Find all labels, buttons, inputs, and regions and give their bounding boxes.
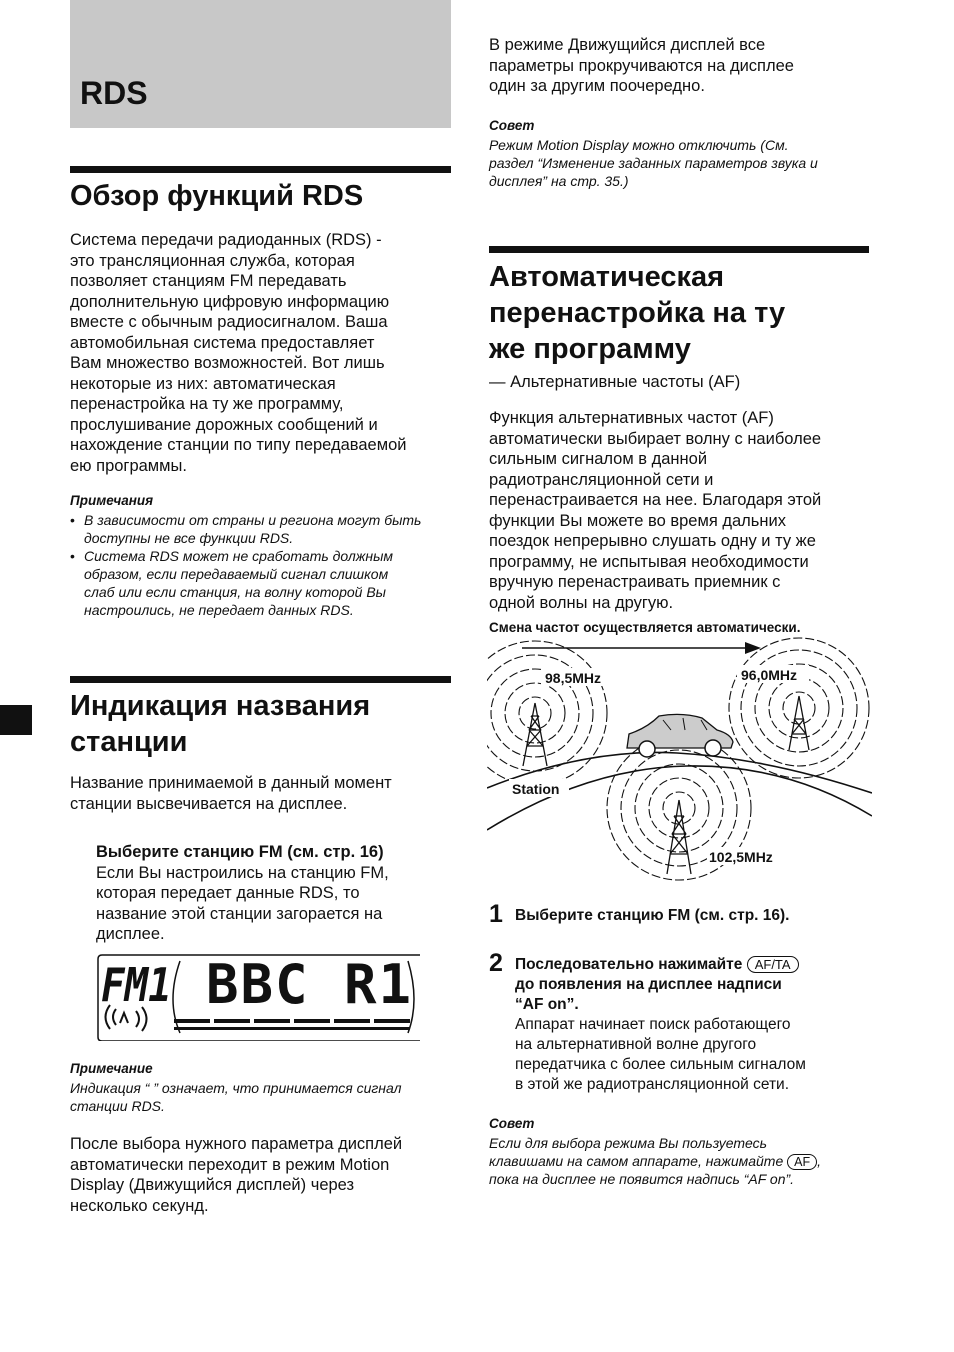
overview-heading: Обзор функций RDS: [70, 180, 364, 212]
overview-body: Система передачи радиоданных (RDS) - это трансляционная служба, которая позволяет станциям FM передавать дополнительную цифровую информацию вместе с обычным радиосигналом. Ваша автомобильная система предоставляет Вам множество возможностей. Вот лишь некоторые из них: автоматическая перенастройка на ту же программу, прослушивание дорожных сообщений и нахождение станции по типу передаваемой ею программы.: [70, 231, 407, 475]
note-item: • Система RDS может не сработать должным образом, если передаваемый сигнал слишком слаб или если станция, на волну которой Вы настроились, не передает данных RDS.: [70, 547, 455, 619]
station-label: Station: [512, 781, 560, 797]
page-edge-tab: [0, 705, 32, 735]
freq-label: 102,5MHz: [709, 849, 773, 865]
step-2-text: Последовательно нажимайте AF/TA до появления на дисплее надписи “AF on”. Аппарат начинает поиск работающего на альтернативной волне другого передатчика с более сильным сигналом в этой же радиотрансляционной сети.: [515, 956, 806, 1093]
note-heading: Примечание: [70, 1061, 153, 1076]
section-rule: [489, 246, 869, 253]
station-name-heading: Индикация названия станции: [70, 690, 371, 758]
lcd-station-text: BBC R1: [206, 953, 414, 1016]
af-heading: Автоматическая перенастройка на ту же программу: [489, 261, 786, 365]
station-name-intro: Название принимаемой в данный момент станции высвечивается на дисплее.: [70, 774, 392, 813]
tip-heading: Совет: [489, 1116, 535, 1131]
tip-text: Режим Motion Display можно отключить (См. раздел “Изменение заданных параметров звука и дисплея” на стр. 35.): [489, 137, 818, 189]
lcd-display-illustration: [96, 953, 420, 1041]
note-item: • В зависимости от страны и региона могут быть доступны не все функции RDS.: [70, 511, 455, 547]
af-subtitle: — Альтернативные частоты (AF): [489, 373, 741, 391]
section-title: RDS: [80, 75, 148, 111]
lcd-level-meter: [174, 1019, 410, 1030]
tip-text: Если для выбора режима Вы пользуетесь клавишами на самом аппарате, нажимайте AF , пока на дисплее не появится надпись “AF on”.: [489, 1135, 822, 1187]
tip-heading: Совет: [489, 118, 535, 133]
step-number: 1: [489, 900, 503, 928]
freq-label: 96,0MHz: [741, 667, 798, 683]
diagram-caption: Смена частот осуществляется автоматически.: [489, 620, 801, 635]
af-key: AF: [787, 1154, 817, 1170]
af-diagram: [487, 618, 872, 883]
section-rule: [70, 166, 451, 173]
note-text: Индикация “ ” означает, что принимается сигнал станции RDS.: [70, 1080, 402, 1114]
step-number: 2: [489, 949, 503, 977]
lcd-band-text: FM1: [101, 958, 172, 1013]
notes-heading: Примечания: [70, 493, 154, 508]
motion-display-body: В режиме Движущийся дисплей все параметры прокручиваются на дисплее один за другим поочередно.: [489, 36, 794, 95]
af-ta-key: AF/TA: [747, 956, 799, 973]
freq-label: 98,5MHz: [545, 670, 602, 686]
station-step: Выберите станцию FM (см. стр. 16) Если Вы настроились на станцию FM, которая передает данные RDS, то название этой станции загорается на дисплее.: [96, 842, 456, 945]
af-body: Функция альтернативных частот (AF) автоматически выбирает волну с наиболее сильным сигналом в данной радиотрансляционной сети и перенастраивается на нее. Благодаря этой функции Вы можете во время дальних поездок непрерывно слушать одну и ту же программу, не испытывая необходимости вручную перенастраивать приемник с одной волны на другую.: [489, 409, 822, 612]
notes-list: [70, 511, 455, 619]
step-1-text: Выберите станцию FM (см. стр. 16).: [515, 907, 790, 924]
motion-display-intro: После выбора нужного параметра дисплей автоматически переходит в режим Motion Display (Движущийся дисплей) через несколько секунд.: [70, 1135, 403, 1215]
station-step-title: Выберите станцию FM (см. стр. 16): [96, 843, 384, 861]
section-rule: [70, 676, 451, 683]
car-icon: [627, 714, 733, 757]
